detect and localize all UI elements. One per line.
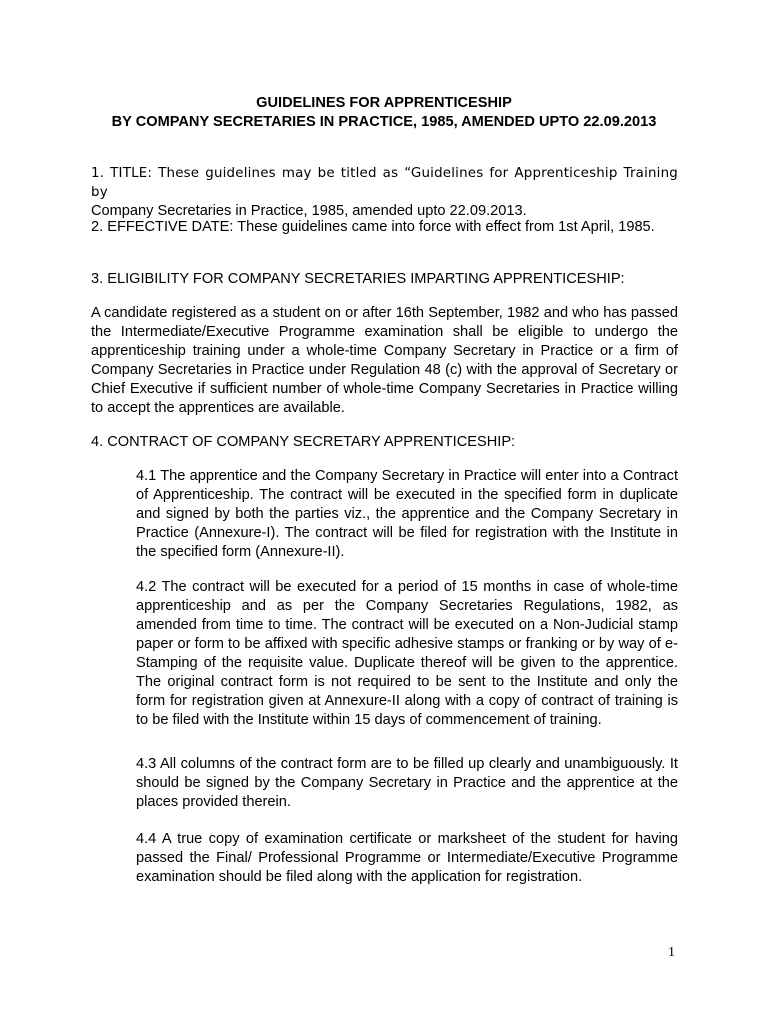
page-number: 1 — [668, 945, 675, 960]
clause-4-2: 4.2 The contract will be executed for a period of 15 months in case of whole-time apprenticeship and as per the Company Secretaries Regulations, 1982, as amended from time to time. The contract will be executed on a Non-Judicial stamp paper or form to be affixed with specific adhesive stamps or franking or by way of e-Stamping of the requisite value. Duplicate thereof will be given to the apprentice. The original contract form is not required to be sent to the Institute and only the form for registration given at Annexure-II along with a copy of contract of training is to be filed with the Institute within 15 days of commencement of training. — [136, 579, 678, 728]
section-1-title — [91, 164, 678, 221]
section-3-body: A candidate registered as a student on or after 16th September, 1982 and who has passed the Intermediate/Executive Programme examination shall be eligible to undergo the apprenticeship training under a whole-time Company Secretary in Practice or a firm of Company Secretaries in Practice under Regulation 48 (c) with the approval of Secretary or Chief Executive if sufficient number of whole-time Company Secretaries in Practice willing to accept the apprentices are available. — [91, 305, 678, 416]
section-3-heading: 3. ELIGIBILITY FOR COMPANY SECRETARIES IMPARTING APPRENTICESHIP: — [91, 271, 625, 287]
clause-4-1: 4.1 The apprentice and the Company Secretary in Practice will enter into a Contract of Apprenticeship. The contract will be executed in the specified form in duplicate and signed by both the parties viz., the apprentice and the Company Secretary in Practice (Annexure-I). The contract will be filed for registration with the Institute in the specified form (Annexure-II). — [136, 468, 678, 560]
clause-4-3: 4.3 All columns of the contract form are to be filled up clearly and unambiguously. It should be signed by the Company Secretary in Practice and the apprentice at the places provided therein. — [136, 756, 678, 810]
section-2-effective-date: 2. EFFECTIVE DATE: These guidelines came into force with effect from 1st April, 1985. — [91, 219, 655, 235]
clause-4-4: 4.4 A true copy of examination certificate or marksheet of the student for having passed the Final/ Professional Programme or Intermediate/Executive Programme examination should be filed along with the application for registration. — [136, 831, 678, 885]
section-4-heading: 4. CONTRACT OF COMPANY SECRETARY APPRENTICESHIP: — [91, 434, 516, 450]
section-1-line-2: Company Secretaries in Practice, 1985, amended upto 22.09.2013. — [91, 203, 527, 219]
section-1-line-1: 1. TITLE: These guidelines may be titled as “Guidelines for Apprenticeship Training by — [91, 166, 678, 200]
document-title-line-1: GUIDELINES FOR APPRENTICESHIP — [256, 95, 512, 111]
document-title-line-2: BY COMPANY SECRETARIES IN PRACTICE, 1985, AMENDED UPTO 22.09.2013 — [111, 114, 657, 130]
